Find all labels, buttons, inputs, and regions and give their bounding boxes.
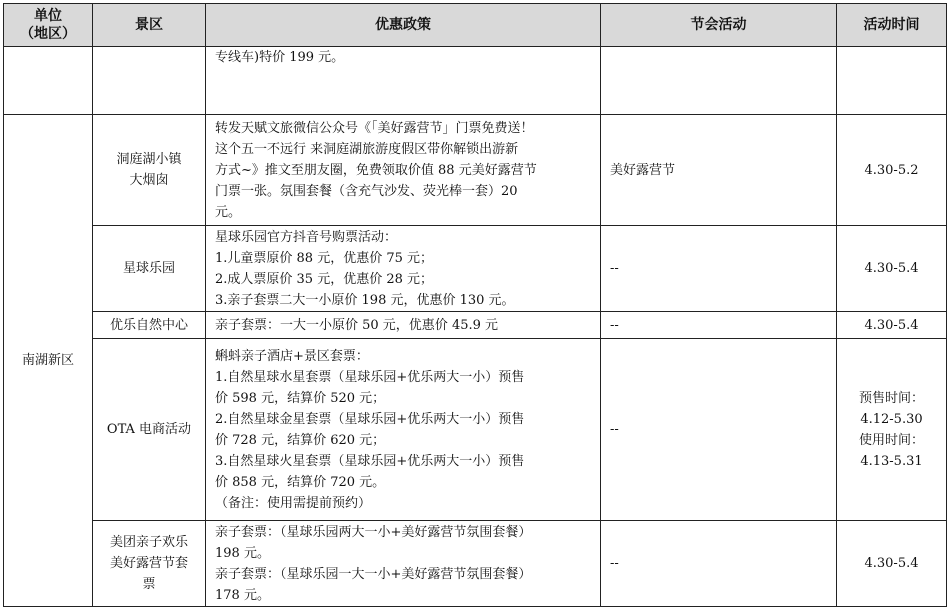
unit-cell: 南湖新区 [4, 115, 93, 607]
scenic-cell: 星球乐园 [93, 226, 206, 312]
policy-cell: 蝌蚪亲子酒店+景区套票： 1.自然星球水星套票（星球乐园+优乐两大一小）预售 价 598 元，结算价 520 元； 2.自然星球金星套票（星球乐园+优乐两大一小）预售 价 728 元，结算价 620 元； 3.自然星球火星套票（星球乐园+优乐两大一小）预售 价 858 元，结算价 720 元。 （备注：使用需提前预约） [206, 339, 601, 521]
header-row [4, 4, 947, 47]
time-cell: 4.30-5.4 [837, 521, 947, 607]
event-cell: -- [601, 226, 837, 312]
event-cell: -- [601, 521, 837, 607]
header-policy: 优惠政策 [206, 4, 601, 47]
time-cell: 预售时间： 4.12-5.30 使用时间： 4.13-5.31 [837, 339, 947, 521]
scenic-cell: 洞庭湖小镇 大烟囱 [93, 115, 206, 226]
time-cell: 4.30-5.2 [837, 115, 947, 226]
table-row [4, 312, 947, 339]
table-row [4, 521, 947, 607]
table-row [4, 339, 947, 521]
unit-cell-continued [4, 47, 93, 115]
event-cell [601, 47, 837, 115]
table-row [4, 115, 947, 226]
policy-cell: 转发天赋文旅微信公众号《「美好露营节」门票免费送！ 这个五一不远行 来洞庭湖旅游度假区带你解锁出游新 方式~》推文至朋友圈，免费领取价值 88 元美好露营节 门票一张。氛围套餐（含充气沙发、荧光棒一套）20 元。 [206, 115, 601, 226]
policy-cell: 专线车)特价 199 元。 [206, 47, 601, 115]
scenic-cell: OTA 电商活动 [93, 339, 206, 521]
event-cell: -- [601, 339, 837, 521]
scenic-cell [93, 47, 206, 115]
header-scenic: 景区 [93, 4, 206, 47]
scenic-cell: 优乐自然中心 [93, 312, 206, 339]
header-unit: 单位 （地区） [4, 4, 93, 47]
header-event: 节会活动 [601, 4, 837, 47]
time-cell [837, 47, 947, 115]
promotion-table [3, 3, 947, 607]
policy-cell: 亲子套票：一大一小原价 50 元，优惠价 45.9 元 [206, 312, 601, 339]
table-row [4, 47, 947, 115]
policy-cell: 亲子套票：（星球乐园两大一小+美好露营节氛围套餐） 198 元。 亲子套票：（星球乐园一大一小+美好露营节氛围套餐） 178 元。 [206, 521, 601, 607]
scenic-cell: 美团亲子欢乐 美好露营节套 票 [93, 521, 206, 607]
event-cell: -- [601, 312, 837, 339]
header-time: 活动时间 [837, 4, 947, 47]
policy-cell: 星球乐园官方抖音号购票活动： 1.儿童票原价 88 元，优惠价 75 元； 2.成人票原价 35 元，优惠价 28 元； 3.亲子套票二大一小原价 198 元，优惠价 130 元。 [206, 226, 601, 312]
time-cell: 4.30-5.4 [837, 312, 947, 339]
table-row [4, 226, 947, 312]
time-cell: 4.30-5.4 [837, 226, 947, 312]
event-cell: 美好露营节 [601, 115, 837, 226]
